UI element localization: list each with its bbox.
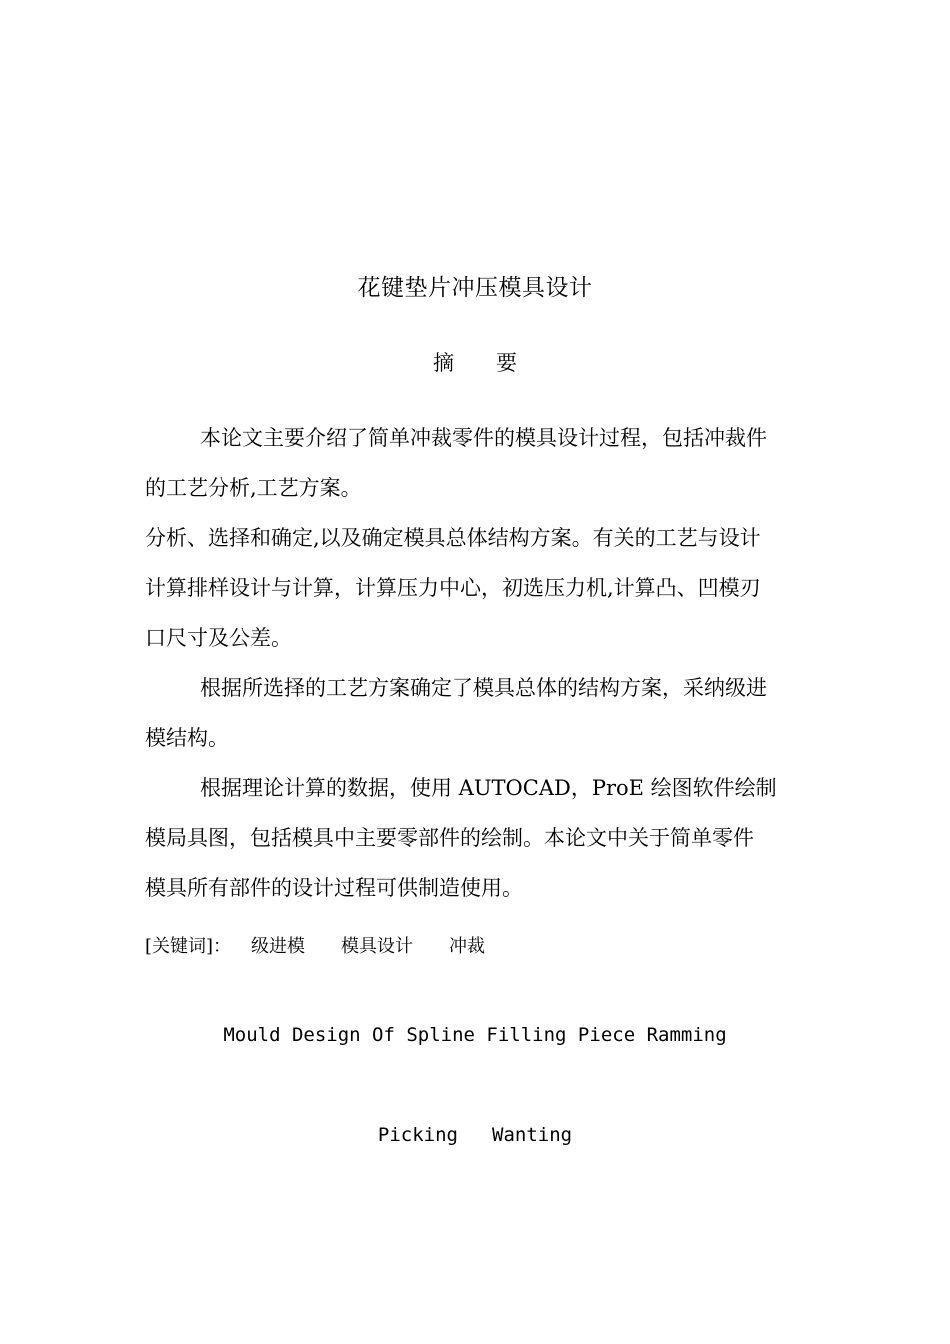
abstract-heading-char-1: 摘	[433, 351, 454, 375]
abstract-line: 计算排样设计与计算，计算压力中心，初选压力机,计算凸、凹模刃	[145, 576, 761, 600]
abstract-body	[145, 413, 810, 913]
english-author-1: Picking	[377, 1124, 458, 1146]
english-author-2: Wanting	[492, 1124, 573, 1146]
english-authors	[0, 1120, 950, 1150]
abstract-heading	[0, 348, 950, 378]
abstract-line: 根据所选择的工艺方案确定了模具总体的结构方案，采纳级进	[200, 676, 767, 700]
keywords-line	[145, 932, 521, 962]
abstract-line: 根据理论计算的数据，使用 AUTOCAD，ProE 绘图软件绘制	[200, 776, 777, 800]
keywords-label: [关键词]：	[145, 936, 232, 957]
keyword-item: 级进模	[251, 936, 306, 957]
page-title: 花键垫片冲压模具设计	[357, 275, 593, 301]
abstract-line: 模结构。	[145, 726, 229, 750]
abstract-line: 模具所有部件的设计过程可供制造使用。	[145, 876, 523, 900]
keyword-item: 冲裁	[449, 936, 486, 957]
abstract-line: 本论文主要介绍了简单冲裁零件的模具设计过程，包括冲裁件	[200, 426, 767, 450]
keyword-item: 模具设计	[341, 936, 414, 957]
english-title: Mould Design Of Spline Filling Piece Ramming	[223, 1024, 727, 1046]
abstract-line: 的工艺分析,工艺方案。	[145, 476, 362, 500]
abstract-line: 分析、选择和确定,以及确定模具总体结构方案。有关的工艺与设计	[145, 526, 761, 550]
abstract-heading-char-2: 要	[496, 351, 517, 375]
abstract-line: 口尺寸及公差。	[145, 626, 292, 650]
abstract-line: 模局具图，包括模具中主要零部件的绘制。本论文中关于简单零件	[145, 826, 754, 850]
